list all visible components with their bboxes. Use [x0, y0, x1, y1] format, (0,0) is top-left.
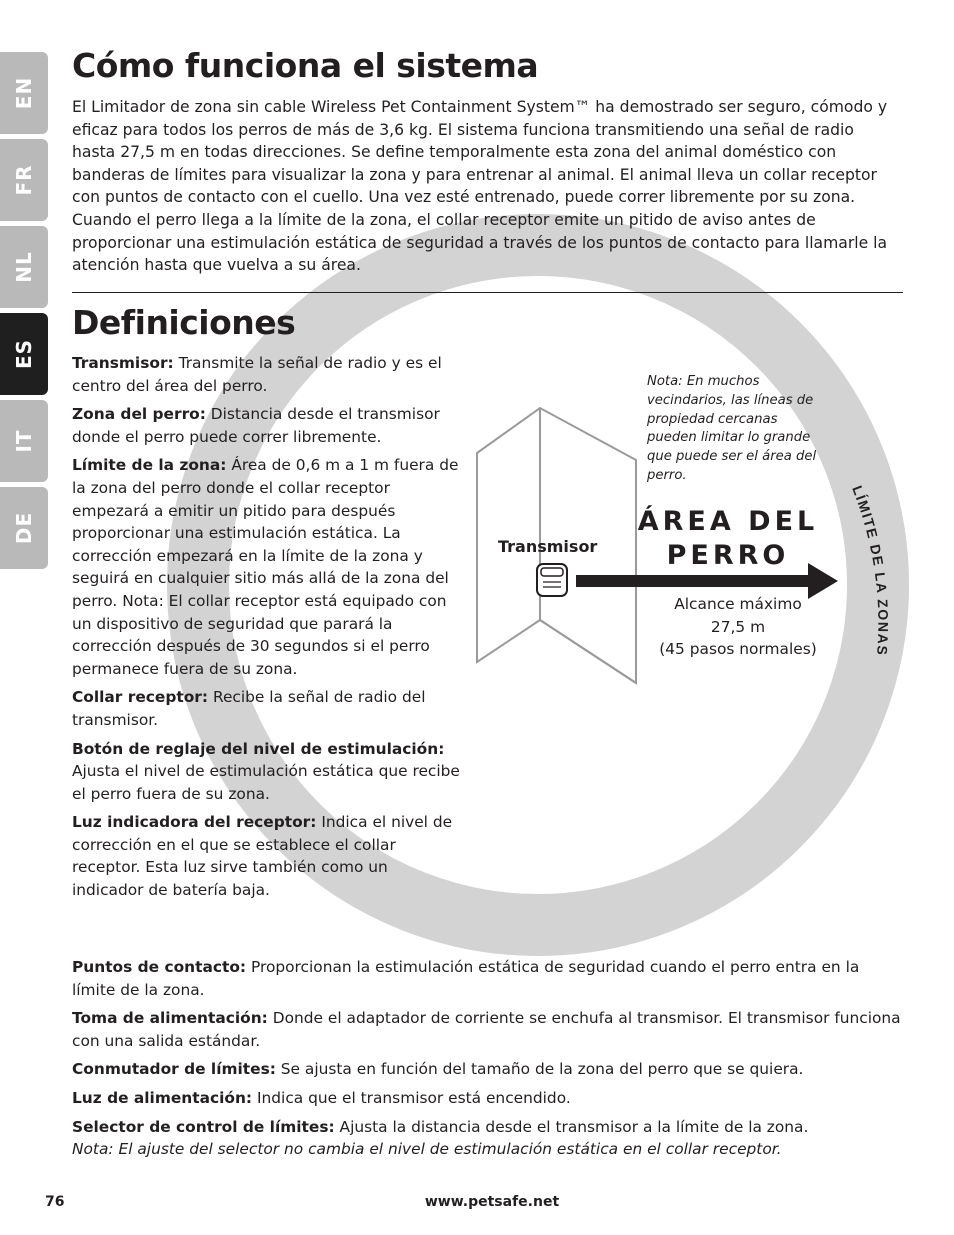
definition-item: Puntos de contacto: Proporcionan la estimulación estática de seguridad cuando el perro entra en la límite de la zona. — [72, 958, 860, 999]
intro-paragraph: El Limitador de zona sin cable Wireless Pet Containment System™ ha demostrado ser seguro, cómodo y eficaz para todos los perros de más de 3,6 kg. El sistema funciona transmitiendo una señal de radio hasta 27,5 m en todas direcciones. Se define temporalmente esta zona del animal doméstico con banderas de límites para visualizar la zona y para entrenar al animal. El animal lleva un collar receptor con puntos de contacto con el cuello. Una vez esté entrenado, puede correr libremente por su zona. Cuando el perro llega a la límite de la zona, el collar receptor emite un pitido de aviso antes de proporcionar una estimulación estática de seguridad a través de los puntos de contacto para llamarle la atención hasta que vuelva a su área. — [72, 98, 888, 275]
selector-note: Nota: El ajuste del selector no cambia el nivel de estimulación estática en el collar receptor. — [72, 1140, 782, 1159]
dog-area-label: ÁREA DEL PERRO — [637, 506, 819, 571]
section-title-how-it-works: Cómo funciona el sistema — [72, 46, 539, 85]
definition-item: Toma de alimentación: Donde el adaptador de corriente se enchufa al transmisor. El transmisor funciona con una salida estándar. — [72, 1009, 901, 1050]
range-label: Alcance máximo 27,5 m (45 pasos normales) — [659, 595, 817, 659]
definitions-list-bottom — [72, 956, 907, 1167]
lang-tab-de[interactable]: DE — [0, 487, 48, 569]
neighborhood-note: Nota: En muchos vecindarios, las líneas de propiedad cercanas pueden limitar lo grande que puede ser el área del perro. — [647, 374, 817, 483]
section-title-definitions: Definiciones — [72, 303, 296, 342]
lang-tab-en[interactable]: EN — [0, 52, 48, 134]
language-tabs — [0, 52, 48, 574]
page-number: 76 — [45, 1194, 65, 1210]
definition-item: Collar receptor: Recibe la señal de radio del transmisor. — [72, 688, 426, 729]
lang-tab-es[interactable]: ES — [0, 313, 48, 395]
definition-item: Transmisor: Transmite la señal de radio y es el centro del área del perro. — [72, 354, 442, 395]
lang-tab-nl[interactable]: NL — [0, 226, 48, 308]
transmitter-label: Transmisor — [498, 537, 598, 556]
transmitter-icon — [537, 564, 567, 596]
definition-item: Botón de reglaje del nivel de estimulación: Ajusta el nivel de estimulación estática que recibe el perro fuera de su zona. — [72, 739, 460, 803]
definition-item: Conmutador de límites: Se ajusta en función del tamaño de la zona del perro que se quiera. — [72, 1060, 804, 1079]
definitions-list-left — [72, 352, 460, 908]
lang-tab-it[interactable]: IT — [0, 400, 48, 482]
definition-item: Selector de control de límites: Ajusta la distancia desde el transmisor a la límite de la zona. Nota: El ajuste del selector no cambia el nivel de estimulación estática en el collar receptor. — [72, 1117, 809, 1159]
definition-item: Límite de la zona: Área de 0,6 m a 1 m fuera de la zona del perro donde el collar receptor empezará a emitir un pitido para después proporcionar una estimulación estática. La corrección empezará en la límite de la zona y seguirá en cualquier sitio más allá de la zona del perro. Nota: El collar receptor está equipado con un dispositivo de seguridad que parará la corrección después de 30 segundos si el perro permanece fuera de su zona. — [72, 456, 459, 678]
footer-url: www.petsafe.net — [424, 1194, 560, 1210]
lang-tab-fr[interactable]: FR — [0, 139, 48, 221]
definition-item: Zona del perro: Distancia desde el transmisor donde el perro puede correr libremente. — [72, 405, 440, 446]
definition-item: Luz de alimentación: Indica que el transmisor está encendido. — [72, 1088, 571, 1107]
boundary-label: LÍMITE DE LA ZONAS — [849, 483, 892, 657]
definition-item: Luz indicadora del receptor: Indica el nivel de corrección en el que se establece el collar receptor. Esta luz sirve también como un indicador de batería baja. — [72, 813, 453, 900]
section-divider — [72, 292, 903, 293]
